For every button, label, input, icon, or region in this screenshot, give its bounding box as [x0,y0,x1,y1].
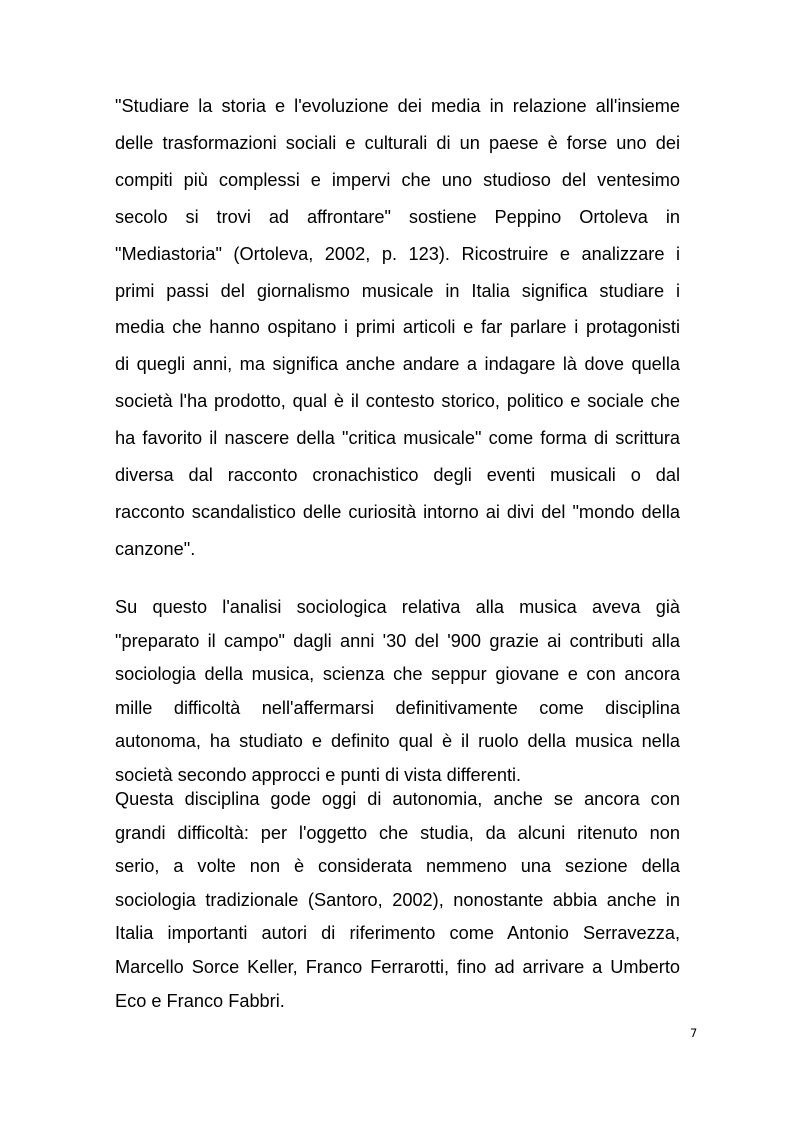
paragraph-2 [115,591,680,793]
paragraph-line: serio, a volte non è considerata nemmeno una sezione della [115,856,680,877]
paragraph-line: sociologia tradizionale (Santoro, 2002), nonostante abbia anche in [115,889,680,910]
paragraph-line: delle trasformazioni sociali e culturali di un paese è forse uno dei [115,132,680,153]
paragraph-3 [115,783,680,1018]
paragraph-line: compiti più complessi e impervi che uno studioso del ventesimo [115,169,680,190]
paragraph-line: primi passi del giornalismo musicale in Italia significa studiare i [115,280,680,301]
paragraph-line: Questa disciplina gode oggi di autonomia, anche se ancora con [115,789,680,809]
paragraph-line: "preparato il campo" dagli anni '30 del '900 grazie ai contributi alla [115,630,680,651]
paragraph-line: Su questo l'analisi sociologica relativa alla musica aveva già [115,597,680,617]
paragraph-line: Italia importanti autori di riferimento come Antonio Serravezza, [115,923,680,944]
paragraph-line: "Mediastoria" (Ortoleva, 2002, p. 123). Ricostruire e analizzare i [115,243,680,264]
paragraph-line: canzone". [115,538,196,559]
paragraph-line: Marcello Sorce Keller, Franco Ferrarotti, fino ad arrivare a Umberto [115,956,680,977]
paragraph-line: grandi difficoltà: per l'oggetto che studia, da alcuni ritenuto non [115,822,680,843]
paragraph-line: media che hanno ospitano i primi articoli e far parlare i protagonisti [115,317,680,338]
paragraph-line: società l'ha prodotto, qual è il contesto storico, politico e sociale che [115,391,680,412]
paragraph-line: ha favorito il nascere della "critica musicale" come forma di scrittura [115,428,680,449]
paragraph-line: mille difficoltà nell'affermarsi definitivamente come disciplina [115,697,680,718]
paragraph-line: "Studiare la storia e l'evoluzione dei media in relazione all'insieme [115,96,680,116]
paragraph-line: racconto scandalistico delle curiosità intorno ai divi del "mondo della [115,501,680,522]
paragraph-line: secolo si trovi ad affrontare" sostiene Peppino Ortoleva in [115,206,680,227]
paragraph-line: autonoma, ha studiato e definito qual è il ruolo della musica nella [115,731,680,752]
paragraph-line: società secondo approcci e punti di vista differenti. [115,764,522,785]
paragraph-line: diversa dal racconto cronachistico degli eventi musicali o dal [115,465,680,486]
paragraph-line: Eco e Franco Fabbri. [115,990,285,1011]
paragraph-line: di quegli anni, ma significa anche andare a indagare là dove quella [115,354,680,375]
paragraph-1 [115,88,680,568]
paragraph-line: sociologia della musica, scienza che seppur giovane e con ancora [115,664,680,685]
page-number: 7 [690,1026,698,1040]
